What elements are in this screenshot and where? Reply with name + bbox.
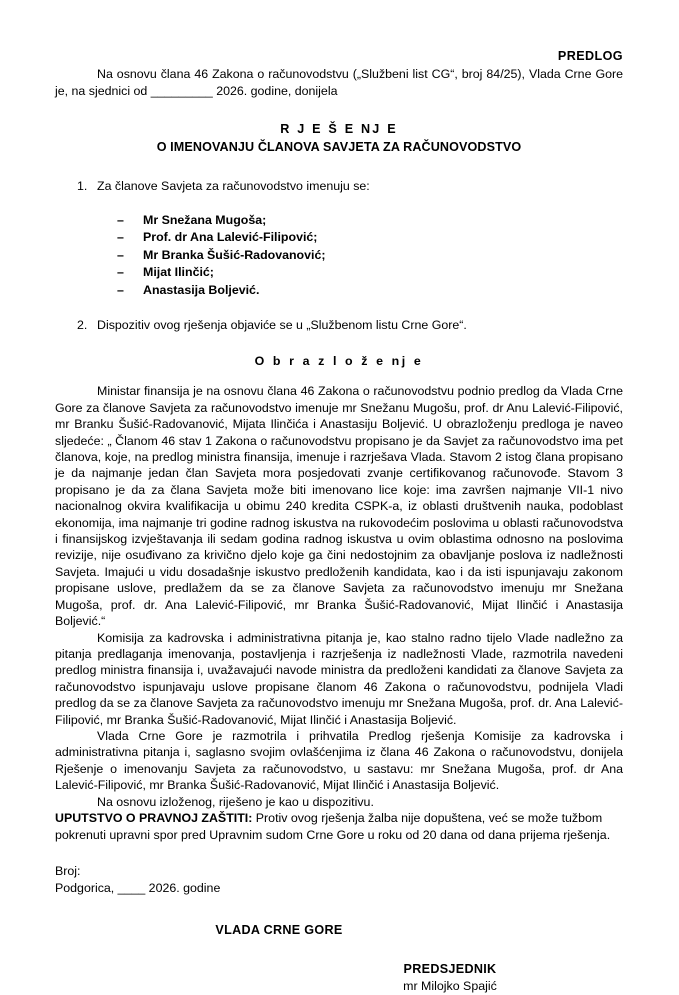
list-item-1 — [55, 178, 623, 194]
member-name: Mijat Ilinčić; — [143, 265, 214, 280]
list-item-1-number: 1. — [77, 179, 88, 194]
document-title: R J E Š E NJ E — [280, 122, 398, 137]
spacer — [55, 195, 623, 212]
spacer — [55, 300, 623, 317]
explanation-paragraph-2: Komisija za kadrovska i administrativna pitanja je, kao stalno radno tijelo Vlade nadležno za pitanja predlaganja imenovanja, postavljenja i razrješenja iz nadležnosti Vlade, razmotrila navedeni predlog ministra finansija i, uvažavajući navode ministra da predloženi kandidati za članove Savjeta za računovodstvo ispunjavaju uslove propisane članom 46 Zakona o računovodstvu, podnijela Vladi predlog da se za članove Savjeta za računovodstvo imenuju mr Snežana Mugoša, prof. dr. Ana Lalević-Filipović, mr Branka Šušić-Radovanović, Mijat Ilinčić i Anastasija Boljević. — [55, 630, 623, 727]
list-item-2-text: Dispozitiv ovog rješenja objaviće se u „Službenom listu Crne Gore“. — [97, 317, 467, 332]
signatory-name: mr Milojko Spajić — [403, 978, 497, 993]
signatory-title: PREDSJEDNIK — [403, 961, 497, 976]
place-and-date: Podgorica, ____ 2026. godine — [55, 880, 221, 895]
explanation-paragraph-3: Vlada Crne Gore je razmotrila i prihvatila Predlog rješenja Komisije za kadrovska i administrativna pitanja i, saglasno svojim ovlašćenjima iz člana 46 Zakona o računovodstvu, donijela Rješenje o imenovanju Savjeta za računovodstvo, u sastavu: mr Snežana Mugoša, prof. dr Ana Lalević-Filipović, mr Branka Šušić-Radovanović, Mijat Ilinčić i Anastasija Boljević. — [55, 728, 623, 793]
dispositive-list-2 — [55, 317, 623, 333]
spacer — [55, 156, 623, 178]
dash-icon: – — [117, 247, 124, 262]
legal-notice-heading: UPUTSTVO O PRAVNOJ ZAŠTITI: — [55, 810, 253, 825]
member-name: Prof. dr Ana Lalević-Filipović; — [143, 230, 318, 245]
document-subtitle: O IMENOVANJU ČLANOVA SAVJETA ZA RAČUNOVODSTVO — [156, 140, 522, 155]
list-item-1-text: Za članove Savjeta za računovodstvo imenuju se: — [97, 179, 370, 194]
legal-notice-text: Protiv ovog rješenja žalba nije dopuštena, već se može tužbom pokrenuti upravni spor pred Upravnim sudom Crne Gore u roku od 20 dana od dana prijema rješenja. — [55, 810, 611, 842]
dash-icon: – — [117, 212, 124, 227]
list-item — [55, 264, 623, 282]
intro-paragraph: Na osnovu člana 46 Zakona o računovodstvu („Službeni list CG“, broj 84/25), Vlada Crne Gore je, na sjednici od _________ 2026. godine, donijela — [55, 67, 623, 98]
signature-block — [55, 961, 623, 995]
explanation-heading: O b r a z l o ž e nj e — [254, 354, 424, 368]
member-name: Mr Branka Šušić-Radovanović; — [143, 247, 326, 262]
document-label: PREDLOG — [557, 49, 623, 63]
legal-notice — [55, 810, 623, 843]
dispositive-list — [55, 178, 623, 194]
list-item-2 — [55, 317, 623, 333]
reference-number-label: Broj: — [55, 864, 81, 879]
title-block — [55, 121, 623, 156]
list-item — [55, 247, 623, 265]
government-name: VLADA CRNE GORE — [215, 923, 343, 938]
member-name: Anastasija Boljević. — [143, 283, 260, 297]
list-item — [55, 229, 623, 247]
list-item-2-number: 2. — [77, 317, 88, 332]
explanation-paragraph-1: Ministar finansija je na osnovu člana 46 Zakona o računovodstvu podnio predlog da Vlada Crne Gore za članove Savjeta za računovodstvo imenuje mr Snežanu Mugošu, prof. dr Anu Lalević-Filipović, mr Branku Šušić-Radovanović, Mijata Ilinčića i Anastasiju Boljević. U obrazloženju predloga je naveo sljedeće: „ Članom 46 stav 1 Zakona o računovodstvu propisano je da Savjet za računovodstvo ima pet članova, koje, na predlog ministra finansija, imenuje i razrješava Vlada. Stavom 2 istog člana propisano je da najmanje jedan član Savjeta mora posjedovati zvanje certifikovanog računovođe. Stavom 3 propisano je da za člana Savjeta može biti imenovano lice koje: ima završen najmanje VII-1 nivo nacionalnog okvira kvalifikacija u obimu 240 kredita CSPK-a, iz oblasti društvenih nauka, podoblast ekonomija, ima najmanje tri godine radnog iskustva na rukovodećim poslovima u oblasti računovodstva i finansijskog izvještavanja ili sedam godina radnog iskustva u ovim oblastima odnosno na poslovima revizije, nije osuđivano za krivično djelo koje ga čini nedostojnim za obavljanje poslova iz nadležnosti Savjeta. Imajući u vidu dosadašnje iskustvo predloženih kandidata, kao i da isti ispunjavaju zakonom propisane uslove, predlažem da se za članove Savjeta za računovodstvo imenuju mr Snežana Mugoša, prof. dr. Ana Lalević-Filipović, mr Branka Šušić-Radovanović, Mijat Ilinčić i Anastasija Boljević.“ — [55, 384, 623, 629]
document-content — [55, 0, 623, 995]
dash-icon: – — [117, 283, 124, 297]
list-item — [55, 282, 623, 300]
dash-icon: – — [117, 265, 124, 280]
dash-icon: – — [117, 230, 124, 245]
list-item — [55, 212, 623, 230]
members-list — [55, 212, 623, 300]
footer-reference-block — [55, 863, 623, 896]
member-name: Mr Snežana Mugoša; — [143, 212, 267, 227]
explanation-paragraph-4: Na osnovu izloženog, riješeno je kao u dispozitivu. — [97, 794, 374, 809]
